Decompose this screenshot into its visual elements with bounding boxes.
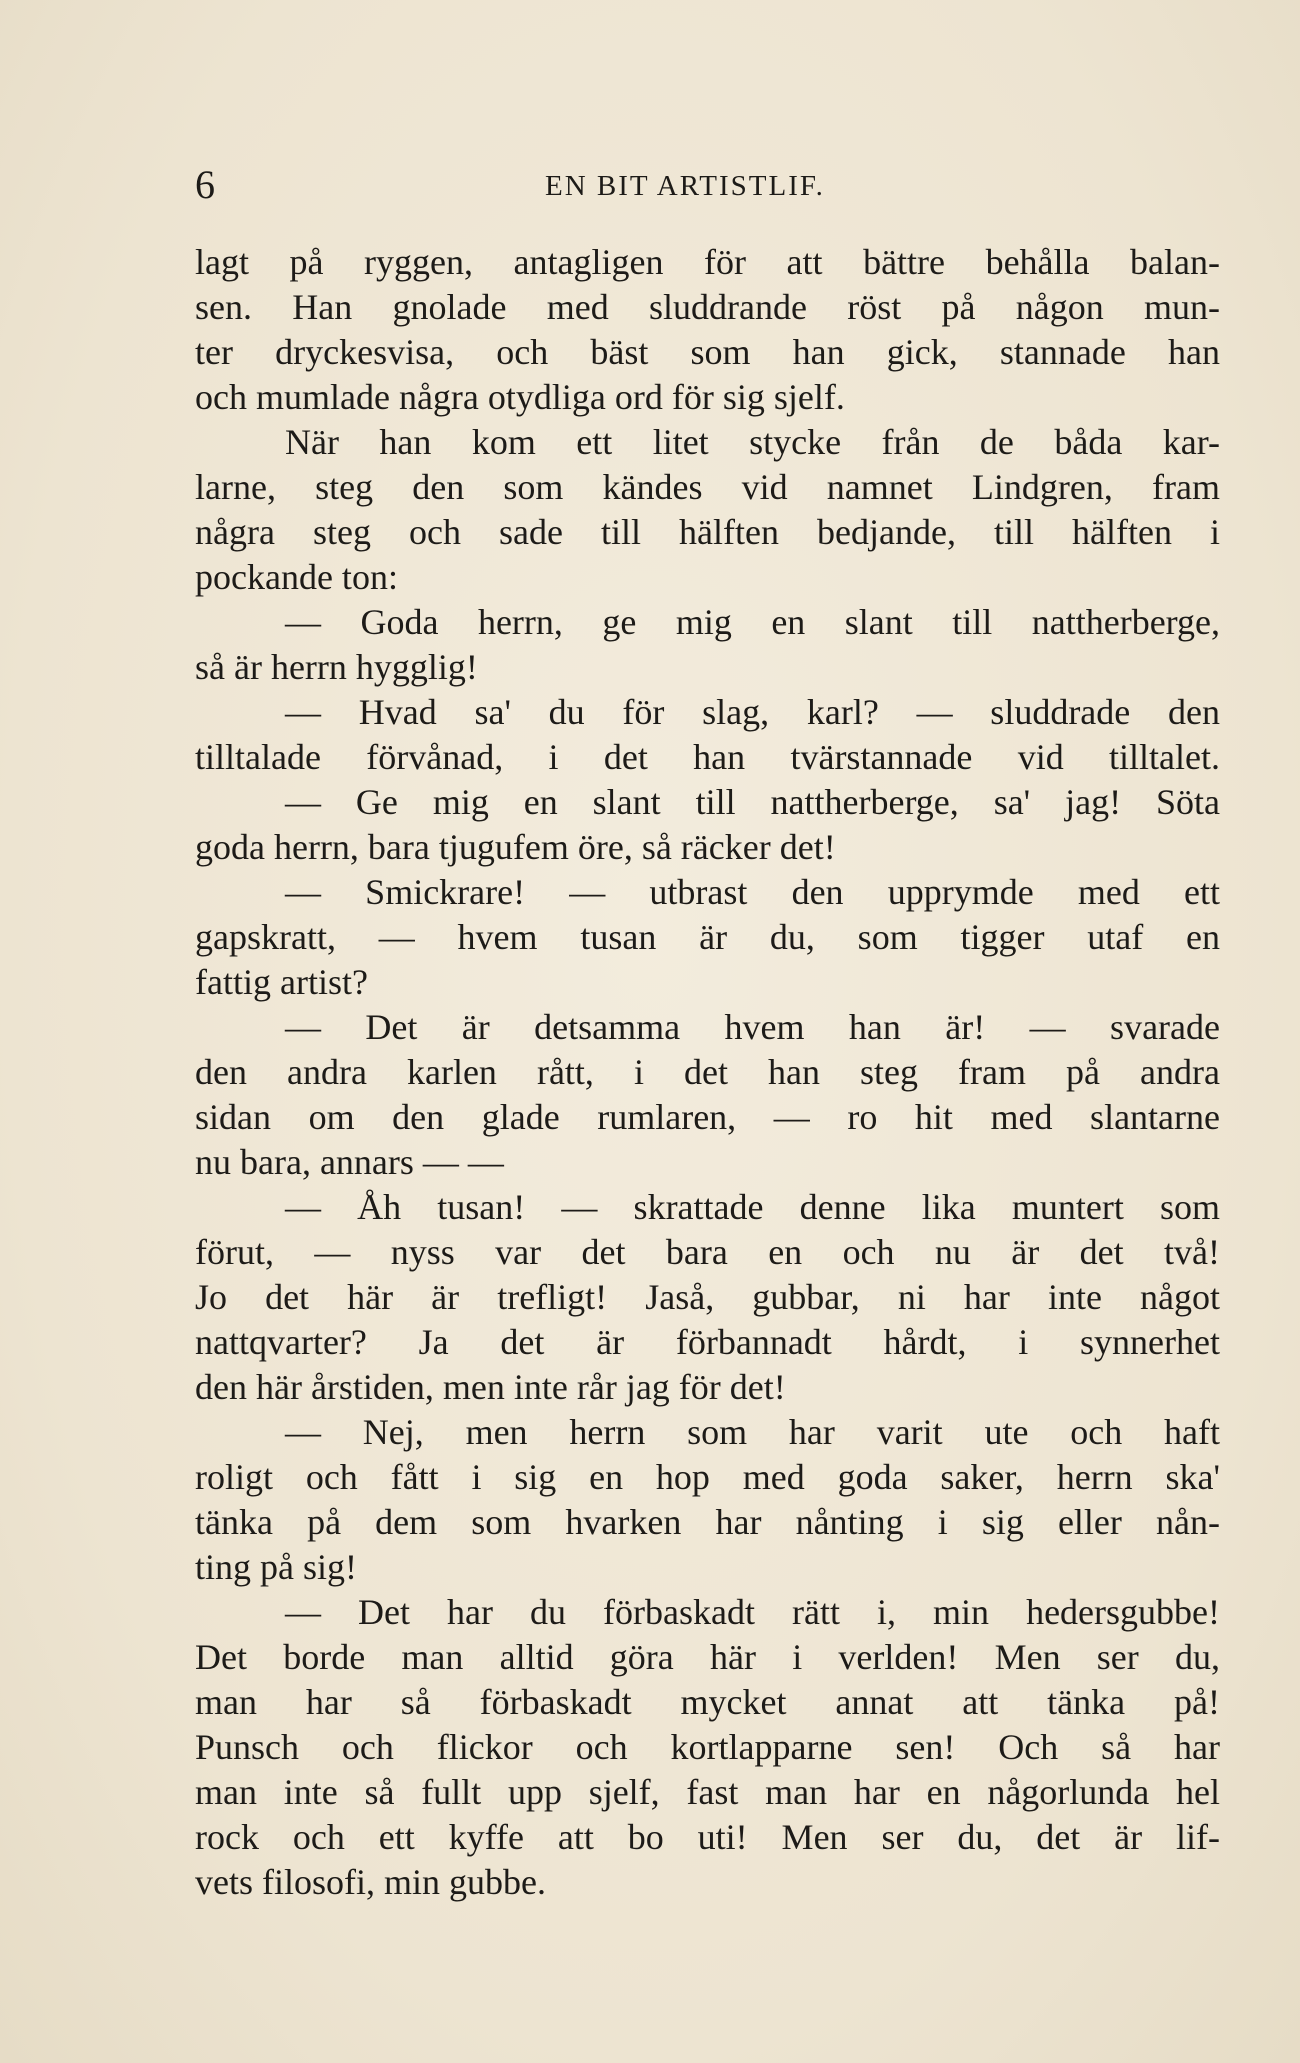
text-line: sidan om den glade rumlaren, — ro hit med slantarne: [195, 1097, 1220, 1137]
text-line: pockande ton:: [195, 557, 398, 597]
text-line: — Åh tusan! — skrattade denne lika muntert som: [285, 1187, 1220, 1227]
text-line: tilltalade förvånad, i det han tvärstannade vid tilltalet.: [195, 737, 1220, 777]
text-line: några steg och sade till hälften bedjande, till hälften i: [195, 512, 1220, 552]
text-line: vets filosofi, min gubbe.: [195, 1862, 546, 1902]
text-line: Jo det här är trefligt! Jaså, gubbar, ni har inte något: [195, 1277, 1220, 1317]
page-header: [195, 160, 1220, 210]
text-line: goda herrn, bara tjugufem öre, så räcker det!: [195, 827, 836, 867]
running-head: EN BIT ARTISTLIF.: [545, 170, 825, 202]
text-line: tänka på dem som hvarken har nånting i sig eller nån-: [195, 1502, 1220, 1542]
text-line: — Hvad sa' du för slag, karl? — sluddrade den: [285, 692, 1220, 732]
text-line: och mumlade några otydliga ord för sig sjelf.: [195, 377, 845, 417]
text-line: fattig artist?: [195, 962, 368, 1002]
text-line: lagt på ryggen, antagligen för att bättre behålla balan-: [195, 242, 1220, 282]
text-line: nu bara, annars — —: [195, 1142, 504, 1182]
text-line: — Det är detsamma hvem han är! — svarade: [285, 1007, 1220, 1047]
text-line: man har så förbaskadt mycket annat att tänka på!: [195, 1682, 1220, 1722]
text-line: När han kom ett litet stycke från de båda kar-: [285, 422, 1220, 462]
text-line: rock och ett kyffe att bo uti! Men ser du, det är lif-: [195, 1817, 1220, 1857]
text-line: — Smickrare! — utbrast den upprymde med ett: [285, 872, 1220, 912]
text-line: nattqvarter? Ja det är förbannadt hårdt, i synnerhet: [195, 1322, 1220, 1362]
text-line: ter dryckesvisa, och bäst som han gick, stannade han: [195, 332, 1220, 372]
text-line: — Det har du förbaskadt rätt i, min hedersgubbe!: [285, 1592, 1220, 1632]
text-line: förut, — nyss var det bara en och nu är det två!: [195, 1232, 1220, 1272]
text-line: så är herrn hygglig!: [195, 647, 478, 687]
text-line: Punsch och flickor och kortlapparne sen! Och så har: [195, 1727, 1220, 1767]
text-line: larne, steg den som kändes vid namnet Lindgren, fram: [195, 467, 1220, 507]
text-line: den andra karlen rått, i det han steg fram på andra: [195, 1052, 1220, 1092]
text-line: — Goda herrn, ge mig en slant till nattherberge,: [285, 602, 1220, 642]
text-line: Det borde man alltid göra här i verlden! Men ser du,: [195, 1637, 1220, 1677]
text-line: ting på sig!: [195, 1547, 357, 1587]
body-text: [195, 240, 1220, 1905]
text-line: gapskratt, — hvem tusan är du, som tigger utaf en: [195, 917, 1220, 957]
text-line: — Ge mig en slant till nattherberge, sa' jag! Söta: [285, 782, 1220, 822]
text-line: — Nej, men herrn som har varit ute och haft: [285, 1412, 1220, 1452]
page-number: 6: [195, 162, 215, 207]
text-line: den här årstiden, men inte rår jag för det!: [195, 1367, 786, 1407]
text-line: sen. Han gnolade med sluddrande röst på någon mun-: [195, 287, 1220, 327]
text-line: roligt och fått i sig en hop med goda saker, herrn ska': [195, 1457, 1220, 1497]
text-line: man inte så fullt upp sjelf, fast man har en någorlunda hel: [195, 1772, 1220, 1812]
